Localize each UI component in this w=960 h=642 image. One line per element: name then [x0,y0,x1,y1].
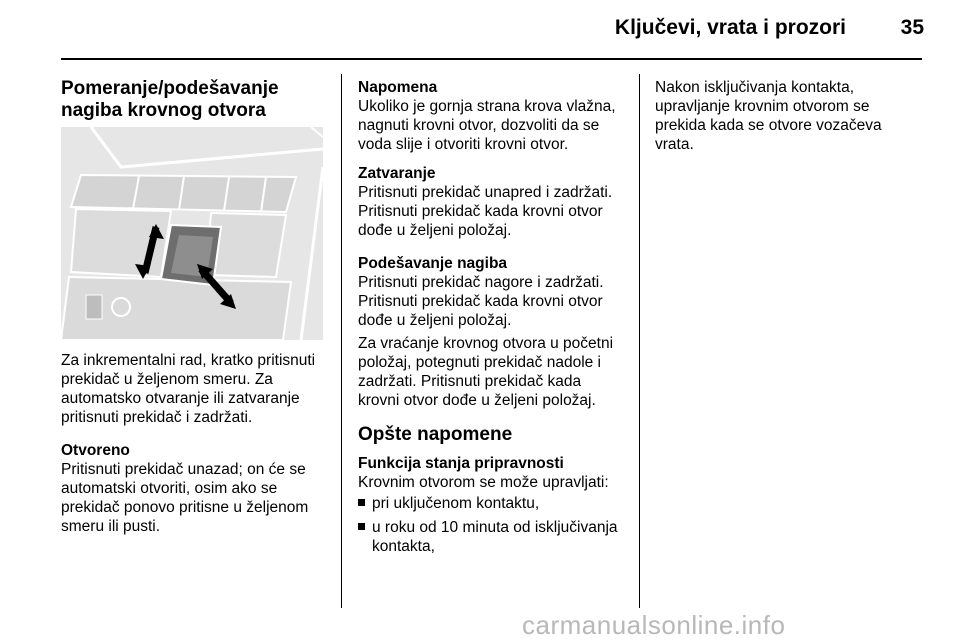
watermark: carmanualsonline.info [522,610,786,640]
otvoreno-block [61,441,327,536]
otvoreno-subheading: Otvoreno [61,442,130,459]
bullet-square-icon [358,523,365,530]
nagib-subheading: Podešavanje nagiba [358,255,508,272]
column-1-body [61,351,327,550]
switch-panel-drawing [61,127,323,340]
paragraph-driver-door: Nakon isključivanja kontakta, upravljanje krovnim otvorom se prekida kada se otvore vozačeva vrata. [655,79,882,153]
list-item: u roku od 10 minuta od isključivanja kontakta, [358,518,626,556]
zatvaranje-block [358,164,626,240]
section-heading: Pomeranje/podešavanje nagiba krovnog otvora [61,78,279,121]
otvoreno-text: Pritisnuti prekidač unazad; on će se automatski otvoriti, osim ako se prekidač ponovo pritisne u željenom smeru ili pusti. [61,461,309,535]
header-divider [61,58,922,60]
bullet-square-icon [358,499,365,506]
standby-subheading: Funkcija stanja pripravnosti [358,455,564,472]
column-1 [61,78,327,122]
nagib-block [358,254,626,330]
note-label: Napomena [358,79,438,96]
zatvaranje-text: Pritisnuti prekidač unapred i zadržati. Pritisnuti prekidač kada krovni otvor dođe u željeni položaj. [358,184,613,239]
chapter-title: Ključevi, vrata i prozori [614,16,846,39]
column-2 [358,78,626,561]
column-3 [655,78,921,168]
paragraph-incremental: Za inkrementalni rad, kratko pritisnuti prekidač u željenom smeru. Za automatsko otvaranje ili zatvaranje pritisnuti prekidač i zadržati. [61,352,316,426]
note-text: Ukoliko je gornja strana krova vlažna, nagnuti krovni otvor, dozvoliti da se voda slije i otvoriti krovni otvor. [358,98,616,153]
column-divider-2 [639,74,640,608]
page-number: 35 [900,16,924,39]
standby-list [358,494,626,556]
sunroof-switch-illustration [61,127,323,340]
paragraph-initial-position: Za vraćanje krovnog otvora u početni položaj, potegnuti prekidač nadole i zadržati. Pritisnuti prekidač kada krovni otvor dođe u željeni položaj. [358,335,614,409]
zatvaranje-subheading: Zatvaranje [358,165,436,182]
nagib-text: Pritisnuti prekidač nagore i zadržati. Pritisnuti prekidač kada krovni otvor dođe u željeni položaj. [358,274,604,329]
list-item: pri uključenom kontaktu, [358,494,626,513]
note-block [358,78,626,154]
general-notes-heading: Opšte napomene [358,424,513,445]
column-divider-1 [341,74,342,608]
standby-intro: Krovnim otvorom se može upravljati: [358,474,609,491]
